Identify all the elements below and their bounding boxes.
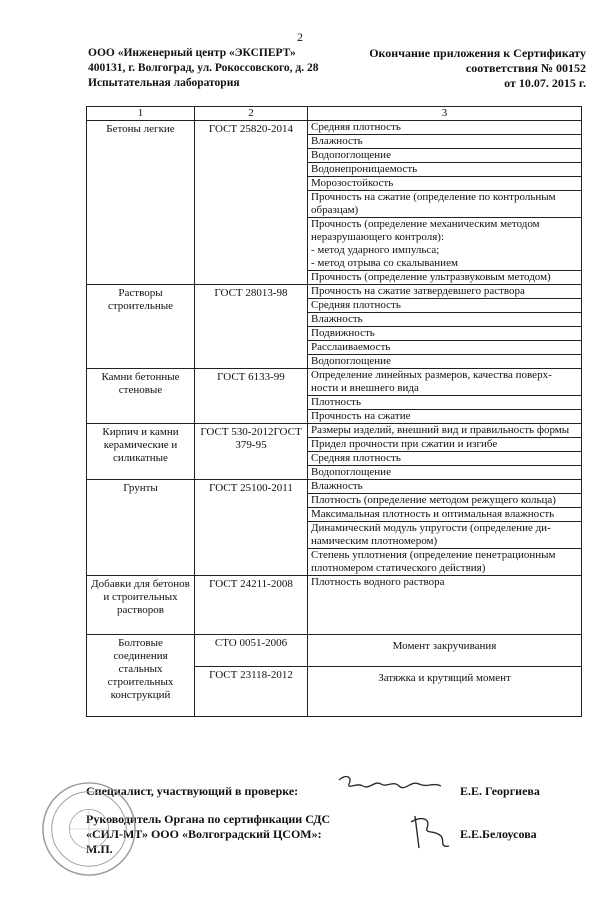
parameter-cell: Плотность bbox=[308, 396, 582, 410]
parameter-cell: Подвижность bbox=[308, 327, 582, 341]
specialist-signature bbox=[335, 770, 445, 800]
material-cell: Грунты bbox=[87, 480, 195, 576]
certificate-table bbox=[86, 106, 582, 717]
standard-cell: ГОСТ 6133-99 bbox=[195, 369, 308, 424]
parameter-cell: Затяжка и крутящий момент bbox=[308, 667, 582, 717]
parameter-cell: Динамический модуль упругости (определение ди-намическим плотномером) bbox=[308, 522, 582, 549]
table-row bbox=[87, 285, 582, 299]
column-number-cell: 2 bbox=[195, 107, 308, 121]
parameter-cell: Прочность (определение механическим методом неразрушающего контроля): - метод ударного импульса; - метод отрыва со скалыванием bbox=[308, 218, 582, 271]
column-number-cell: 1 bbox=[87, 107, 195, 121]
seal-stamp bbox=[40, 780, 138, 878]
parameter-cell: Степень уплотнения (определение пенетрационным плотномером статического действия) bbox=[308, 549, 582, 576]
column-number-row bbox=[87, 107, 582, 121]
head-name: Е.Е.Белоусова bbox=[460, 827, 537, 841]
org-address: 400131, г. Волгоград, ул. Рокоссовского, д. 28 bbox=[88, 62, 319, 74]
parameter-cell: Максимальная плотность и оптимальная влажность bbox=[308, 508, 582, 522]
cert-number: соответствия № 00152 bbox=[465, 61, 586, 75]
standard-cell: СТО 0051-2006 bbox=[195, 635, 308, 667]
parameter-cell: Прочность на сжатие bbox=[308, 410, 582, 424]
head-label-2: «СИЛ-МТ» ООО «Волгоградский ЦСОМ»: bbox=[86, 827, 322, 841]
parameter-cell: Водопоглощение bbox=[308, 466, 582, 480]
table-row bbox=[87, 424, 582, 438]
org-lab: Испытательная лаборатория bbox=[88, 77, 240, 89]
head-label-1: Руководитель Органа по сертификации СДС bbox=[86, 812, 331, 826]
parameter-cell: Влажность bbox=[308, 313, 582, 327]
column-number-cell: 3 bbox=[308, 107, 582, 121]
parameter-cell: Водопоглощение bbox=[308, 355, 582, 369]
parameter-cell: Средняя плотность bbox=[308, 452, 582, 466]
parameter-cell: Водонепроницаемость bbox=[308, 163, 582, 177]
standard-cell: ГОСТ 24211-2008 bbox=[195, 576, 308, 635]
standard-cell: ГОСТ 530-2012ГОСТ 379-95 bbox=[195, 424, 308, 480]
parameter-cell: Влажность bbox=[308, 480, 582, 494]
mp-label: М.П. bbox=[86, 842, 113, 856]
certificate-header bbox=[369, 46, 586, 91]
cert-date: от 10.07. 2015 г. bbox=[504, 76, 586, 90]
parameter-cell: Плотность водного раствора bbox=[308, 576, 582, 635]
material-cell: Кирпич и камни керамические и силикатные bbox=[87, 424, 195, 480]
parameter-cell: Влажность bbox=[308, 135, 582, 149]
parameter-cell: Средняя плотность bbox=[308, 121, 582, 135]
parameter-cell: Прочность на сжатие затвердевшего раствора bbox=[308, 285, 582, 299]
parameter-cell: Средняя плотность bbox=[308, 299, 582, 313]
table-row bbox=[87, 635, 582, 667]
material-cell: Болтовые соединения стальных строительных конструкций bbox=[87, 635, 195, 717]
standard-cell: ГОСТ 23118-2012 bbox=[195, 667, 308, 717]
table-row bbox=[87, 576, 582, 635]
table-row bbox=[87, 121, 582, 135]
parameter-cell: Момент закручивания bbox=[308, 635, 582, 667]
parameter-cell: Плотность (определение методом режущего кольца) bbox=[308, 494, 582, 508]
specialist-label: Специалист, участвующий в проверке: bbox=[86, 784, 299, 798]
standard-cell: ГОСТ 28013-98 bbox=[195, 285, 308, 369]
parameter-cell: Морозостойкость bbox=[308, 177, 582, 191]
standard-cell: ГОСТ 25820-2014 bbox=[195, 121, 308, 285]
parameter-cell: Прочность (определение ультразвуковым методом) bbox=[308, 271, 582, 285]
material-cell: Бетоны легкие bbox=[87, 121, 195, 285]
material-cell: Камни бетонные стеновые bbox=[87, 369, 195, 424]
standard-cell: ГОСТ 25100-2011 bbox=[195, 480, 308, 576]
parameter-cell: Расслаиваемость bbox=[308, 341, 582, 355]
cert-title: Окончание приложения к Сертификату bbox=[369, 46, 586, 60]
parameter-cell: Определение линейных размеров, качества поверх-ности и внешнего вида bbox=[308, 369, 582, 396]
material-cell: Растворы строительные bbox=[87, 285, 195, 369]
parameter-cell: Придел прочности при сжатии и изгибе bbox=[308, 438, 582, 452]
parameter-cell: Прочность на сжатие (определение по контрольным образцам) bbox=[308, 191, 582, 218]
table-row bbox=[87, 369, 582, 396]
material-cell: Добавки для бетонов и строительных растворов bbox=[87, 576, 195, 635]
head-signature bbox=[405, 808, 455, 858]
org-name: ООО «Инженерный центр «ЭКСПЕРТ» bbox=[88, 47, 296, 59]
org-header bbox=[88, 46, 319, 91]
page-number: 2 bbox=[297, 30, 303, 44]
parameter-cell: Водопоглощение bbox=[308, 149, 582, 163]
parameter-cell: Размеры изделий, внешний вид и правильность формы bbox=[308, 424, 582, 438]
specialist-name: Е.Е. Георгиева bbox=[460, 784, 540, 798]
table-row bbox=[87, 480, 582, 494]
